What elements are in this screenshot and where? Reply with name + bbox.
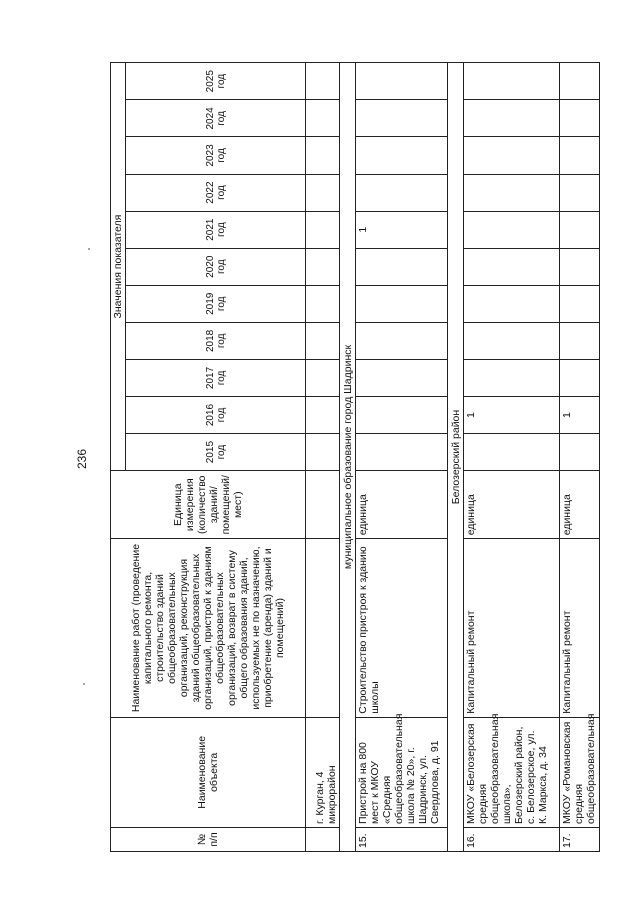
- rotated-table-area: [110, 62, 640, 848]
- cell-num: 15.: [356, 827, 448, 851]
- cell-value: [306, 396, 340, 433]
- scan-artifact: [83, 683, 85, 685]
- header-object: Наименование объекта: [111, 717, 306, 827]
- cell-value: [464, 248, 560, 285]
- cell-unit: единица: [464, 471, 560, 539]
- cell-value: [464, 211, 560, 248]
- cell-object: МКОУ «Романовская средняя общеобразовательная: [560, 717, 600, 827]
- cell-works: Капитальный ремонт: [464, 539, 560, 717]
- cell-value: [306, 63, 340, 100]
- header-unit: Единица измерения (количество зданий/ помещений/ мест): [111, 471, 306, 539]
- table-row: [464, 63, 560, 852]
- cell-value: [306, 248, 340, 285]
- cell-object: МКОУ «Белозерская средняя общеобразовательная школа», Белозерский район, с. Белозерское, ул. К. Маркса, д. 34: [464, 717, 560, 827]
- cell-value: [560, 322, 600, 359]
- cell-value: [356, 285, 448, 322]
- cell-value: [560, 359, 600, 396]
- cell-value: [464, 100, 560, 137]
- page-number: 236: [75, 448, 89, 470]
- section-shadrinsk: муниципальное образование город Шадринск: [340, 63, 356, 852]
- year-2023: 2023 год: [126, 137, 306, 174]
- cell-value: [356, 137, 448, 174]
- year-2025: 2025 год: [126, 63, 306, 100]
- cell-value: [464, 285, 560, 322]
- year-2019: 2019 год: [126, 285, 306, 322]
- header-values: Значения показателя: [111, 63, 126, 471]
- cell-value: [306, 174, 340, 211]
- cell-unit: единица: [560, 471, 600, 539]
- cell-value: [356, 63, 448, 100]
- cell-value: [560, 63, 600, 100]
- table-row: [306, 63, 340, 852]
- cell-value: [306, 100, 340, 137]
- cell-value: [356, 248, 448, 285]
- year-2020: 2020 год: [126, 248, 306, 285]
- cell-num: 17.: [560, 827, 600, 851]
- cell-num: [306, 827, 340, 851]
- cell-value: [560, 285, 600, 322]
- cell-value: [464, 359, 560, 396]
- header-num: № п/п: [111, 827, 306, 851]
- year-2024: 2024 год: [126, 100, 306, 137]
- section-row: [340, 63, 356, 852]
- cell-value: [306, 137, 340, 174]
- table-row: [356, 63, 448, 852]
- cell-value: [356, 322, 448, 359]
- cell-value: [560, 100, 600, 137]
- cell-works: [306, 539, 340, 717]
- cell-unit: единица: [356, 471, 448, 539]
- year-2021: 2021 год: [126, 211, 306, 248]
- cell-value: [356, 434, 448, 471]
- cell-unit: [306, 471, 340, 539]
- cell-value: [560, 211, 600, 248]
- indicator-table: [110, 62, 600, 852]
- cell-value: [464, 174, 560, 211]
- cell-value: [356, 174, 448, 211]
- cell-value: [560, 434, 600, 471]
- cell-value: [560, 248, 600, 285]
- cell-value: [306, 322, 340, 359]
- year-2018: 2018 год: [126, 322, 306, 359]
- cell-value-2016: 1: [464, 396, 560, 433]
- cell-value: [560, 137, 600, 174]
- cell-object: Пристрой на 800 мест к МКОУ «Средняя общеобразовательная школа № 20», г. Шадринск, ул. Свердлова, д. 91: [356, 717, 448, 827]
- cell-value-2016: 1: [560, 396, 600, 433]
- cell-value: [560, 174, 600, 211]
- section-row: [448, 63, 464, 852]
- year-2017: 2017 год: [126, 359, 306, 396]
- section-belozersky: Белозерский район: [448, 63, 464, 852]
- cell-works: Капитальный ремонт: [560, 539, 600, 717]
- cell-num: 16.: [464, 827, 560, 851]
- cell-value: [306, 434, 340, 471]
- cell-value: [464, 434, 560, 471]
- cell-value-2021: 1: [356, 211, 448, 248]
- cell-value: [306, 211, 340, 248]
- header-works: Наименование работ (проведение капитального ремонта, строительство зданий общеобразовательных организаций, реконструкция зданий общеобразовательных организаций, пристрой к зданиям общеобразовательных организаций, возврат в систему общего образования зданий, используемых не по назначению, приобретение (аренда) зданий и помещений): [111, 539, 306, 717]
- cell-works: Строительство пристроя к зданию школы: [356, 539, 448, 717]
- year-2015: 2015 год: [126, 434, 306, 471]
- cell-value: [356, 359, 448, 396]
- table-row: [560, 63, 600, 852]
- cell-value: [306, 359, 340, 396]
- cell-value: [356, 396, 448, 433]
- cell-value: [356, 100, 448, 137]
- cell-value: [464, 322, 560, 359]
- cell-value: [306, 285, 340, 322]
- cell-value: [464, 63, 560, 100]
- year-2022: 2022 год: [126, 174, 306, 211]
- cell-object: г. Курган, 4 микрорайон: [306, 717, 340, 827]
- scan-artifact: [88, 248, 90, 250]
- year-2016: 2016 год: [126, 396, 306, 433]
- cell-value: [464, 137, 560, 174]
